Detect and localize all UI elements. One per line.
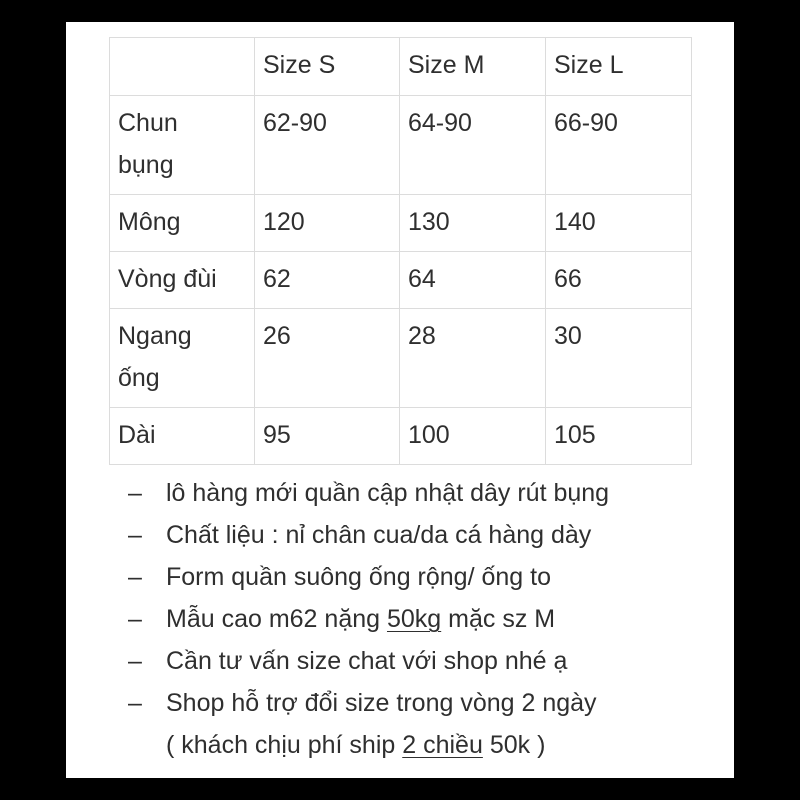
note-text: Form quần suông ống rộng/ ống to: [166, 563, 551, 591]
table-cell: 66: [546, 252, 692, 309]
row-label-line1: Chun: [118, 109, 178, 137]
list-item: [66, 598, 734, 640]
table-row: [110, 96, 692, 195]
row-label: [110, 309, 255, 408]
underlined-text: 2 chiều: [402, 731, 483, 759]
list-item: [66, 514, 734, 556]
row-label: [110, 96, 255, 195]
header-cell-size-s: Size S: [255, 38, 400, 96]
note-text: Shop hỗ trợ đổi size trong vòng 2 ngày: [166, 689, 597, 717]
table-cell: 62-90: [255, 96, 400, 195]
row-label: Mông: [110, 195, 255, 252]
table-cell: 64-90: [400, 96, 546, 195]
dash-bullet: –: [128, 479, 142, 507]
table-row: [110, 252, 692, 309]
note-text-post: 50k ): [482, 731, 546, 759]
size-table: [109, 37, 692, 465]
header-cell-empty: [110, 38, 255, 96]
table-cell: 105: [546, 408, 692, 465]
table-cell: 64: [400, 252, 546, 309]
table-cell: 62: [255, 252, 400, 309]
note-text: Cần tư vấn size chat với shop nhé ạ: [166, 647, 568, 675]
dash-bullet: –: [128, 605, 142, 633]
table-row: [110, 195, 692, 252]
notes-list: [66, 472, 734, 766]
row-label-line1: Ngang: [118, 322, 192, 350]
list-item: [66, 556, 734, 598]
table-cell: 66-90: [546, 96, 692, 195]
note-text-pre: ( khách chịu phí ship: [166, 731, 403, 759]
list-item: [66, 640, 734, 682]
header-cell-size-l: Size L: [546, 38, 692, 96]
table-row: [110, 309, 692, 408]
note-text: lô hàng mới quần cập nhật dây rút bụng: [166, 479, 610, 507]
table-header-row: [110, 38, 692, 96]
list-item: [66, 682, 734, 724]
dash-bullet: –: [128, 647, 142, 675]
table-cell: 140: [546, 195, 692, 252]
list-item-continuation: [66, 724, 734, 766]
table-cell: 95: [255, 408, 400, 465]
table-cell: 30: [546, 309, 692, 408]
note-text: Chất liệu : nỉ chân cua/da cá hàng dày: [166, 521, 592, 549]
dash-bullet: –: [128, 689, 142, 717]
table-cell: 120: [255, 195, 400, 252]
row-label-line2: bụng: [118, 151, 174, 179]
row-label: Vòng đùi: [110, 252, 255, 309]
note-text-post: mặc sz M: [441, 605, 556, 633]
table-cell: 26: [255, 309, 400, 408]
dash-bullet: –: [128, 563, 142, 591]
header-cell-size-m: Size M: [400, 38, 546, 96]
underlined-text: 50kg: [386, 605, 442, 633]
table-row: [110, 408, 692, 465]
list-item: [66, 472, 734, 514]
dash-bullet: –: [128, 521, 142, 549]
row-label-line2: ống: [118, 364, 160, 392]
table-cell: 100: [400, 408, 546, 465]
table-cell: 130: [400, 195, 546, 252]
document-page: [66, 22, 734, 778]
note-text-pre: Mẫu cao m62 nặng: [166, 605, 387, 633]
row-label: Dài: [110, 408, 255, 465]
table-cell: 28: [400, 309, 546, 408]
